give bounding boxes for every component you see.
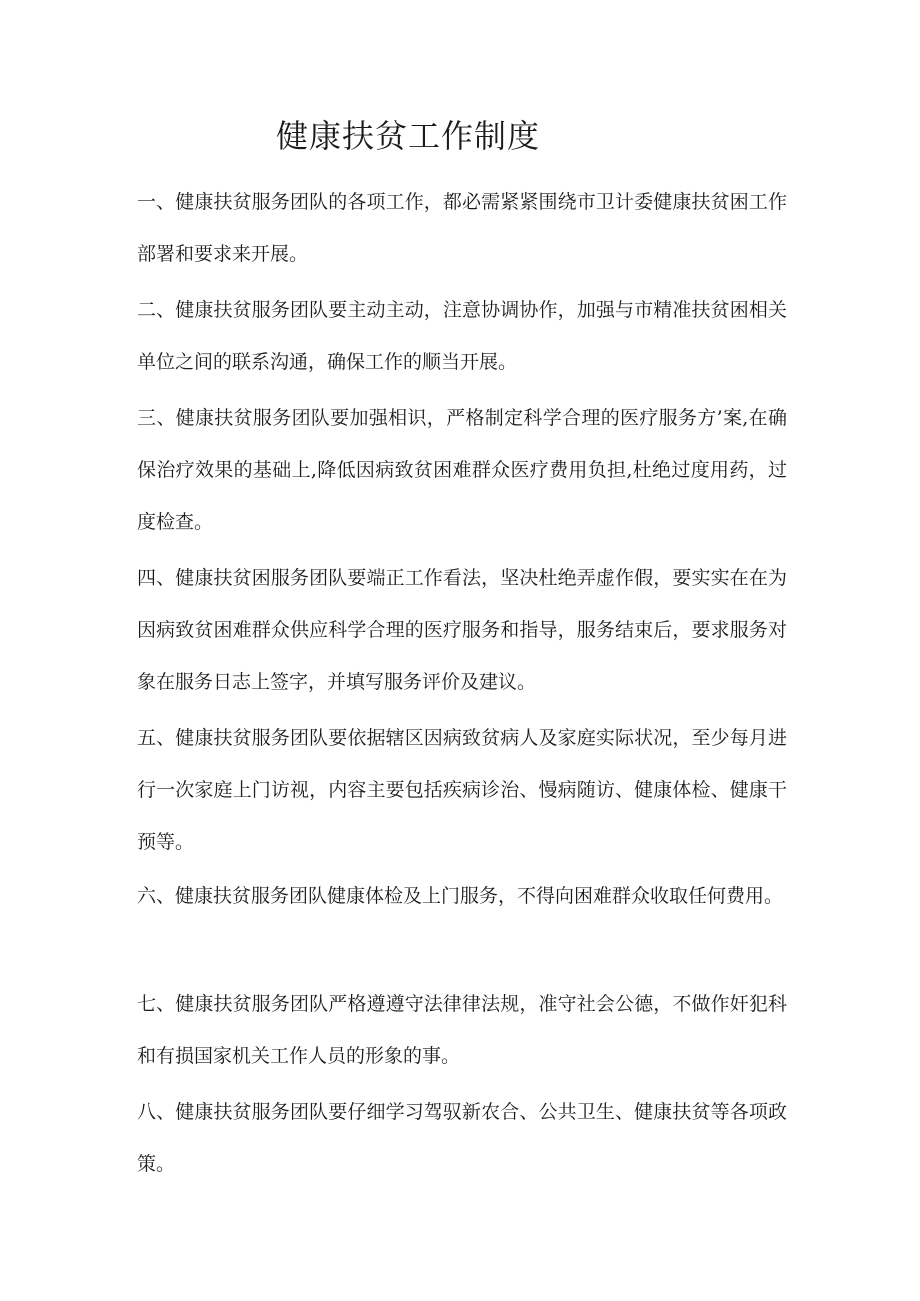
clause-1: 一、健康扶贫服务团队的各项工作，都必需紧紧围绕市卫计委健康扶贫困工作部署和要求来开展。: [137, 191, 787, 265]
clause-7: 七、健康扶贫服务团队严格遵遵守法律律法规，准守社会公德，不做作奸犯科和有损国家机关工作人员的形象的事。: [137, 993, 787, 1067]
clause-2: 二、健康扶贫服务团队要主动主动，注意协调协作，加强与市精准扶贫困相关单位之间的联系沟通，确保工作的顺当开展。: [137, 299, 787, 373]
clause-4: 四、健康扶贫困服务团队要端正工作看法，坚决杜绝弄虚作假，要实实在在为因病致贫困难群众供应科学合理的医疗服务和指导，服务结束后，要求服务对象在服务日志上签字，并填写服务评价及建议。: [137, 567, 787, 693]
clause-5: 五、健康扶贫服务团队要依据辖区因病致贫病人及家庭实际状况，至少每月进行一次家庭上门访视，内容主要包括疾病诊治、慢病随访、健康体检、健康干预等。: [137, 727, 787, 853]
document-title: 健康扶贫工作制度: [275, 117, 540, 155]
clause-6: 六、健康扶贫服务团队健康体检及上门服务，不得向困难群众收取任何费用。: [137, 885, 784, 907]
clause-8: 八、健康扶贫服务团队要仔细学习驾驭新农合、公共卫生、健康扶贫等各项政策。: [137, 1101, 787, 1175]
clause-3: 三、健康扶贫服务团队要加强相识，严格制定科学合理的医疗服务方’案,在确保治疗效果的基础上,降低因病致贫困难群众医疗费用负担,杜绝过度用药，过度检查。: [137, 407, 787, 533]
